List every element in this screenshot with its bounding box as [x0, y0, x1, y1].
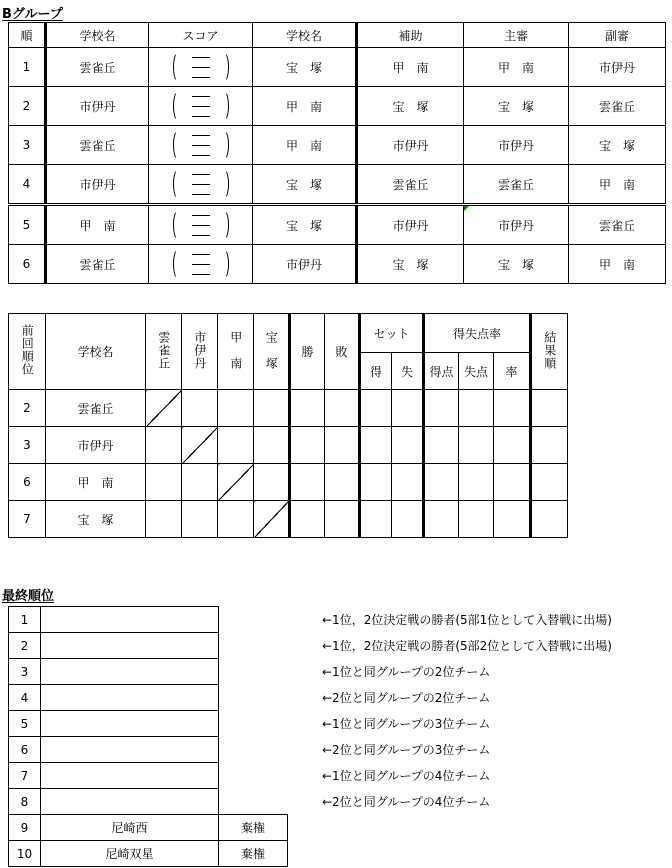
chief-referee-cell: 市伊丹: [464, 126, 569, 165]
final-rank-row: [9, 659, 288, 685]
points-won-cell: [424, 427, 459, 464]
close-paren-shape: [219, 130, 229, 160]
standings-row: [9, 427, 568, 464]
chief-referee-cell: 宝 塚: [464, 87, 569, 126]
ranking-note: ←2位と同グループの4位チーム: [322, 794, 491, 809]
result-rank-cell: [531, 501, 568, 538]
set-lost-cell: [392, 501, 424, 538]
team-label: 甲 南: [228, 330, 243, 370]
rate-cell: [494, 427, 531, 464]
match-row: [9, 165, 666, 205]
prev-rank-cell: 3: [9, 427, 46, 464]
score-lines: [192, 174, 210, 195]
points-won-cell: [424, 390, 459, 427]
spacer-cell: [219, 763, 288, 789]
close-paren-shape: [219, 210, 229, 240]
sub-referee-cell: 宝 塚: [569, 126, 666, 165]
result-cell: [218, 501, 254, 538]
team-name-cell: [41, 685, 219, 711]
result-cell: [254, 390, 290, 427]
self-match-cell: [254, 501, 290, 538]
assist-cell: 市伊丹: [357, 126, 464, 165]
rate-cell: [494, 464, 531, 501]
prev-rank-label: 前回順位: [20, 324, 35, 376]
open-paren-shape: [173, 130, 183, 160]
standings-row: [9, 501, 568, 538]
header-school-right: 学校名: [253, 23, 357, 48]
match-no: 3: [9, 126, 46, 165]
sub-referee-cell: 市伊丹: [569, 48, 666, 87]
points-lost-cell: [459, 464, 494, 501]
blank-score: [149, 52, 252, 82]
self-match-cell: [218, 464, 254, 501]
result-rank-cell: [531, 390, 568, 427]
win-cell: [290, 464, 325, 501]
school-left-cell: 雲雀丘: [46, 48, 149, 87]
assist-cell: 宝 塚: [357, 87, 464, 126]
header-chief-referee: 主審: [464, 23, 569, 48]
rank-cell: 3: [9, 659, 41, 685]
header-team-3: [254, 314, 290, 390]
rate-cell: [494, 390, 531, 427]
score-cell: [149, 245, 253, 284]
rank-cell: 8: [9, 789, 41, 815]
close-paren-shape: [219, 52, 229, 82]
team-name-cell: [41, 763, 219, 789]
header-points-won: 得点: [424, 353, 459, 390]
spacer-cell: [219, 789, 288, 815]
school-left-cell: 雲雀丘: [46, 245, 149, 284]
group-title: Bグループ: [2, 7, 63, 22]
score-cell: [149, 126, 253, 165]
team-name-cell: [41, 607, 219, 633]
school-cell: 宝 塚: [46, 501, 146, 538]
status-cell: 棄権: [219, 815, 288, 841]
self-match-cell: [182, 427, 218, 464]
close-paren-shape: [219, 169, 229, 199]
result-cell: [182, 464, 218, 501]
assist-cell: 市伊丹: [357, 205, 464, 245]
school-cell: 雲雀丘: [46, 390, 146, 427]
blank-score: [149, 169, 252, 199]
team-name-cell: 尼崎双星: [41, 841, 219, 867]
match-row: [9, 126, 666, 165]
loss-cell: [325, 464, 360, 501]
team-label: 雲雀丘: [156, 330, 171, 370]
final-ranking-title: 最終順位: [2, 589, 55, 604]
sub-referee-cell: 甲 南: [569, 165, 666, 205]
header-school-left: 学校名: [46, 23, 149, 48]
header-assist: 補助: [357, 23, 464, 48]
sub-referee-cell: 雲雀丘: [569, 87, 666, 126]
school-right-cell: 宝 塚: [253, 48, 357, 87]
prev-rank-cell: 6: [9, 464, 46, 501]
set-won-cell: [360, 390, 392, 427]
points-won-cell: [424, 464, 459, 501]
rank-cell: 2: [9, 633, 41, 659]
header-points-lost: 失点: [459, 353, 494, 390]
points-lost-cell: [459, 501, 494, 538]
win-cell: [290, 427, 325, 464]
blank-score: [149, 130, 252, 160]
chief-referee-cell: 雲雀丘: [464, 165, 569, 205]
result-cell: [254, 464, 290, 501]
rank-cell: 10: [9, 841, 41, 867]
points-lost-cell: [459, 427, 494, 464]
win-cell: [290, 390, 325, 427]
score-lines: [192, 135, 210, 156]
standings-row: [9, 464, 568, 501]
set-won-cell: [360, 464, 392, 501]
match-no: 2: [9, 87, 46, 126]
ranking-note: ←1位と同グループの3位チーム: [322, 716, 491, 731]
match-schedule-table: [8, 22, 666, 284]
result-cell: [182, 390, 218, 427]
final-rank-row: [9, 685, 288, 711]
set-won-cell: [360, 501, 392, 538]
match-no: 6: [9, 245, 46, 284]
blank-score: [149, 249, 252, 279]
final-rank-row: [9, 711, 288, 737]
chief-referee-cell: 甲 南: [464, 48, 569, 87]
spacer-cell: [219, 737, 288, 763]
result-cell: [218, 427, 254, 464]
open-paren-shape: [173, 210, 183, 240]
set-won-cell: [360, 427, 392, 464]
close-paren-shape: [219, 249, 229, 279]
final-ranking-table: [8, 606, 288, 867]
spacer-cell: [219, 711, 288, 737]
match-no: 1: [9, 48, 46, 87]
result-cell: [182, 501, 218, 538]
school-right-cell: 市伊丹: [253, 245, 357, 284]
school-left-cell: 雲雀丘: [46, 126, 149, 165]
loss-cell: [325, 501, 360, 538]
school-right-cell: 宝 塚: [253, 205, 357, 245]
header-set-group: セット: [360, 314, 424, 353]
header-team-0: [146, 314, 182, 390]
school-cell: 甲 南: [46, 464, 146, 501]
header-result-rank: [531, 314, 568, 390]
final-rank-row: [9, 633, 288, 659]
result-rank-cell: [531, 427, 568, 464]
loss-cell: [325, 427, 360, 464]
ranking-note: ←1位と同グループの2位チーム: [322, 664, 491, 679]
spacer-cell: [219, 633, 288, 659]
result-rank-label: 結果順: [542, 330, 557, 370]
self-match-cell: [146, 390, 182, 427]
match-row: [9, 245, 666, 284]
spacer-cell: [219, 659, 288, 685]
points-lost-cell: [459, 390, 494, 427]
match-no: 5: [9, 205, 46, 245]
comment-indicator-icon: [464, 206, 469, 211]
header-sub-referee: 副審: [569, 23, 666, 48]
chief-referee-cell: 宝 塚: [464, 245, 569, 284]
final-rank-row: [9, 841, 288, 867]
result-cell: [218, 390, 254, 427]
score-cell: [149, 205, 253, 245]
score-cell: [149, 48, 253, 87]
open-paren-shape: [173, 91, 183, 121]
school-cell: 市伊丹: [46, 427, 146, 464]
result-cell: [254, 427, 290, 464]
assist-cell: 雲雀丘: [357, 165, 464, 205]
ranking-notes: [322, 606, 670, 814]
rate-cell: [494, 501, 531, 538]
team-name-cell: [41, 737, 219, 763]
score-lines: [192, 254, 210, 275]
match-no: 4: [9, 165, 46, 205]
ranking-note: ←2位と同グループの3位チーム: [322, 742, 491, 757]
assist-cell: 宝 塚: [357, 245, 464, 284]
close-paren-shape: [219, 91, 229, 121]
header-points-group: 得失点率: [424, 314, 531, 353]
result-cell: [146, 501, 182, 538]
rank-cell: 1: [9, 607, 41, 633]
standings-row: [9, 390, 568, 427]
final-rank-row: [9, 763, 288, 789]
chief-referee-cell: [464, 205, 569, 245]
header-team-2: [218, 314, 254, 390]
prev-rank-cell: 7: [9, 501, 46, 538]
team-name-cell: [41, 633, 219, 659]
set-lost-cell: [392, 464, 424, 501]
rank-cell: 5: [9, 711, 41, 737]
ranking-note: ←1位，2位決定戦の勝者(5部2位として入替戦に出場): [322, 638, 612, 653]
prev-rank-cell: 2: [9, 390, 46, 427]
assist-cell: 甲 南: [357, 48, 464, 87]
blank-score: [149, 210, 252, 240]
header-loss: 敗: [325, 314, 360, 390]
school-left-cell: 甲 南: [46, 205, 149, 245]
header-team-1: [182, 314, 218, 390]
school-right-cell: 甲 南: [253, 87, 357, 126]
spacer-cell: [219, 607, 288, 633]
result-cell: [146, 427, 182, 464]
win-cell: [290, 501, 325, 538]
header-set-won: 得: [360, 353, 392, 390]
loss-cell: [325, 390, 360, 427]
final-rank-row: [9, 737, 288, 763]
final-rank-row: [9, 815, 288, 841]
school-right-cell: 甲 南: [253, 126, 357, 165]
result-rank-cell: [531, 464, 568, 501]
chief-referee-label: 市伊丹: [497, 218, 534, 233]
team-name-cell: [41, 659, 219, 685]
school-left-cell: 市伊丹: [46, 165, 149, 205]
blank-score: [149, 91, 252, 121]
match-header-row: [9, 23, 666, 48]
score-lines: [192, 215, 210, 236]
score-lines: [192, 96, 210, 117]
score-cell: [149, 87, 253, 126]
header-order: 順: [9, 23, 46, 48]
set-lost-cell: [392, 390, 424, 427]
status-cell: 棄権: [219, 841, 288, 867]
score-lines: [192, 57, 210, 78]
result-cell: [146, 464, 182, 501]
match-row: [9, 205, 666, 245]
standings-header-row-1: [9, 314, 568, 353]
header-prev-rank: [9, 314, 46, 390]
team-label: 宝 塚: [264, 330, 279, 370]
school-left-cell: 市伊丹: [46, 87, 149, 126]
team-name-cell: [41, 789, 219, 815]
team-label: 市伊丹: [192, 330, 207, 370]
rank-cell: 9: [9, 815, 41, 841]
set-lost-cell: [392, 427, 424, 464]
open-paren-shape: [173, 52, 183, 82]
open-paren-shape: [173, 169, 183, 199]
ranking-note: ←1位と同グループの4位チーム: [322, 768, 491, 783]
match-row: [9, 48, 666, 87]
school-right-cell: 宝 塚: [253, 165, 357, 205]
spacer-cell: [219, 685, 288, 711]
standings-table: [8, 313, 568, 538]
header-win: 勝: [290, 314, 325, 390]
team-name-cell: 尼崎西: [41, 815, 219, 841]
team-name-cell: [41, 711, 219, 737]
ranking-note: ←2位と同グループの2位チーム: [322, 690, 491, 705]
final-rank-row: [9, 607, 288, 633]
points-won-cell: [424, 501, 459, 538]
final-rank-row: [9, 789, 288, 815]
header-score: スコア: [149, 23, 253, 48]
score-cell: [149, 165, 253, 205]
header-school: 学校名: [46, 314, 146, 390]
sub-referee-cell: 甲 南: [569, 245, 666, 284]
rank-cell: 4: [9, 685, 41, 711]
header-rate: 率: [494, 353, 531, 390]
ranking-note: ←1位，2位決定戦の勝者(5部1位として入替戦に出場): [322, 612, 612, 627]
rank-cell: 6: [9, 737, 41, 763]
rank-cell: 7: [9, 763, 41, 789]
open-paren-shape: [173, 249, 183, 279]
header-set-lost: 失: [392, 353, 424, 390]
sub-referee-cell: 雲雀丘: [569, 205, 666, 245]
match-row: [9, 87, 666, 126]
